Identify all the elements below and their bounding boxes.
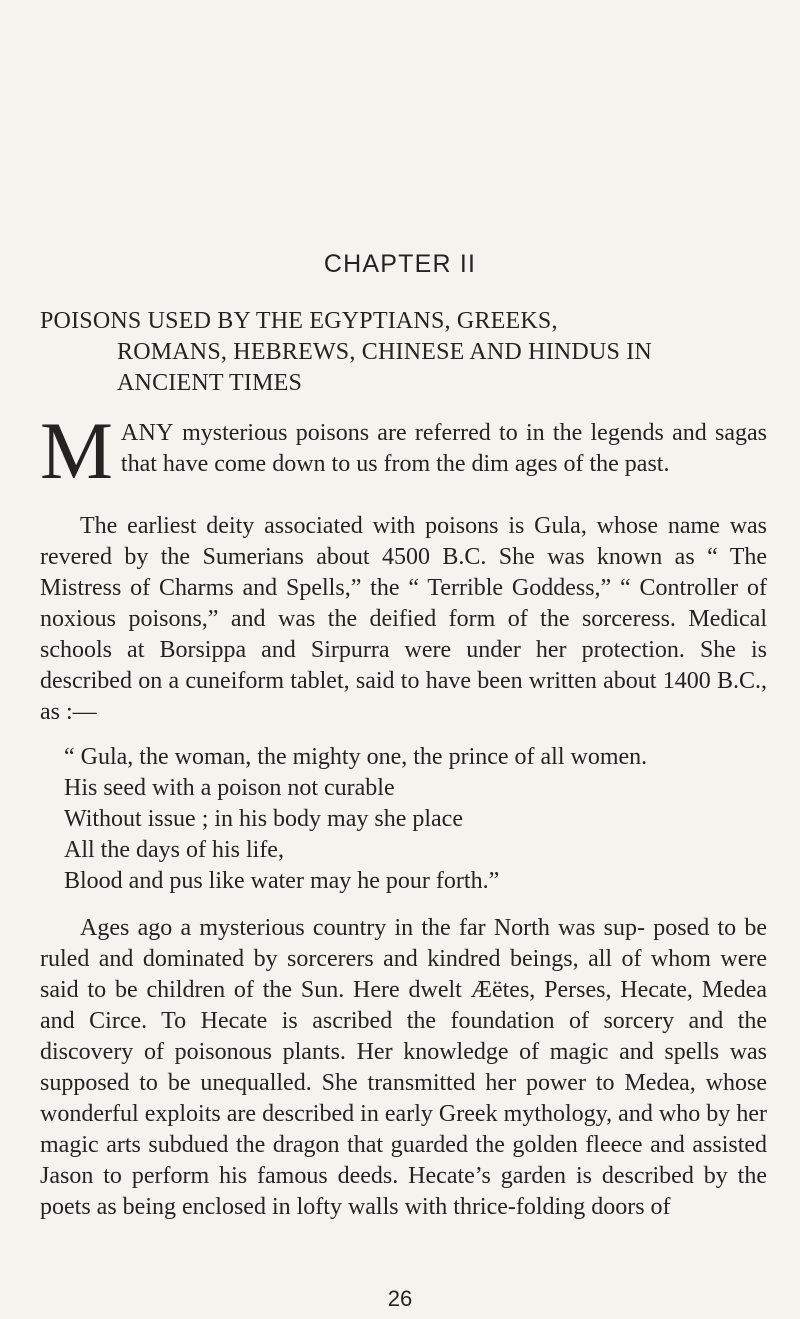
gula-line-2: name was revered by the Sumerians about 4500 B.C. She [40, 513, 768, 570]
hecate-line-11: his famous deeds. Hecate’s garden is described by the poets [40, 1163, 768, 1220]
chapter-heading: CHAPTER II [323, 250, 477, 278]
chapter-title-line-1: POISONS USED BY THE EGYPTIANS, GREEKS, [40, 308, 558, 334]
quote-line-2: His seed with a poison not curable [64, 775, 395, 801]
hecate-line-4: dwelt Æëtes, Perses, Hecate, Medea and Circe. To Hecate is [40, 977, 767, 1034]
hecate-line-8: Medea, whose wonderful exploits are described in early Greek [40, 1070, 768, 1127]
hecate-line-9: mythology, and who by her magic arts subdued the dragon [40, 1101, 768, 1158]
opening-paragraph [40, 405, 767, 511]
opening-paragraph-body: mysterious poisons are referred to in the legends and sagas that have come down to us from the dim ages of the past. [120, 420, 767, 477]
chapter-body [40, 405, 768, 1223]
chapter-title-line-2: ROMANS, HEBREWS, CHINESE AND HINDUS IN [117, 339, 652, 365]
chapter-title-line-3: ANCIENT TIMES [117, 370, 303, 396]
hecate-line-7: supposed to be unequalled. She transmitted her power to [40, 1070, 615, 1096]
quote-line-1: “ Gula, the woman, the mighty one, the prince of all women. [64, 744, 648, 770]
gula-line-8: about 1400 B.C., as :— [40, 668, 767, 725]
quote-line-5: Blood and pus like water may he pour forth.” [64, 868, 500, 894]
gula-line-1: The earliest deity associated with poisons is Gula, whose [80, 513, 659, 539]
gula-line-6: Borsippa and Sirpurra were under her protection. She is [159, 637, 768, 663]
gula-line-3: was known as “ The Mistress of Charms and Spells,” the [40, 544, 768, 601]
hecate-line-12: as being enclosed in lofty walls with thrice-folding doors of [96, 1194, 671, 1220]
quote-line-3: Without issue ; in his body may she place [64, 806, 463, 832]
gula-paragraph [40, 511, 767, 728]
hecate-line-5: ascribed the foundation of sorcery and the discovery of [40, 1008, 768, 1065]
hecate-line-1: Ages ago a mysterious country in the far North was sup- [80, 915, 645, 941]
hecate-line-3: beings, all of whom were said to be children of the Sun. Here [40, 946, 768, 1003]
gula-line-5: was the deified form of the sorceress. Medical schools at [40, 606, 767, 663]
hecate-line-6: poisonous plants. Her knowledge of magic and spells was [174, 1039, 768, 1065]
drop-cap: M [40, 405, 112, 496]
quote-line-4: All the days of his life, [64, 837, 284, 863]
chapter-title [40, 306, 768, 399]
page-number: 26 [387, 1286, 413, 1311]
hecate-line-10: that guarded the golden fleece and assisted Jason to perform [40, 1132, 768, 1189]
gula-line-4: “ Terrible Goddess,” “ Controller of noxious poisons,” and [40, 575, 768, 632]
lead-word: ANY [120, 420, 174, 446]
hecate-paragraph [40, 913, 767, 1223]
gula-line-7: described on a cuneiform tablet, said to have been written [40, 668, 597, 694]
gula-quote [40, 742, 767, 897]
hecate-line-2: posed to be ruled and dominated by sorcerers and kindred [40, 915, 768, 972]
